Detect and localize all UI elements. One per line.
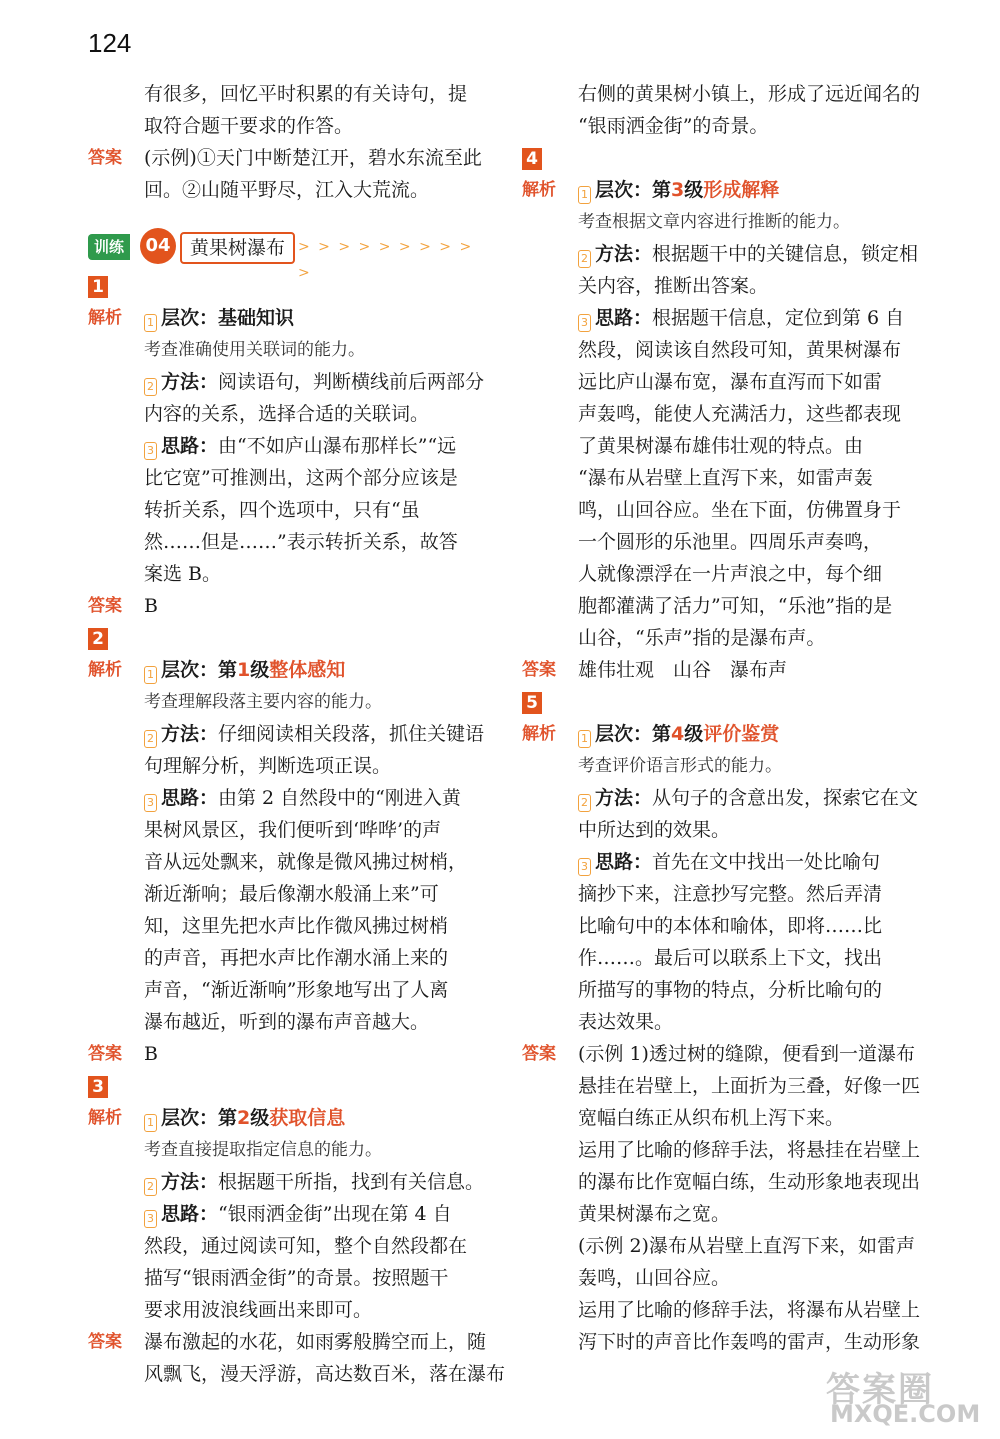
text-line: “银雨洒金街”的奇景。 — [578, 115, 769, 137]
text-line: 悬挂在岩壁上，上面折为三叠，好像一匹 — [578, 1075, 921, 1097]
answer-label: 答案 — [88, 148, 122, 168]
question-number: 1 — [88, 276, 108, 298]
answer-label: 答案 — [88, 596, 122, 616]
question-number: 2 — [88, 628, 108, 650]
text-line: 考查根据文章内容进行推断的能力。 — [578, 212, 850, 232]
text-line: 取符合题干要求的作答。 — [144, 115, 354, 137]
text-line: 鸣，山回谷应。坐在下面，仿佛置身于 — [578, 499, 902, 521]
text-line: 作……。最后可以联系上下文，找出 — [578, 947, 883, 969]
text-line: 山谷，“乐声”指的是瀑布声。 — [578, 627, 826, 649]
text-line: 黄果树瀑布之宽。 — [578, 1203, 731, 1225]
method-line: 2 方法：阅读语句，判断横线前后两部分 — [88, 366, 488, 398]
method-icon: 2 — [578, 794, 591, 812]
text-line: 泻下时的声音比作轰鸣的雷声，生动形象 — [578, 1331, 921, 1353]
text-line: 关内容，推断出答案。 — [578, 275, 769, 297]
text-line: 宽幅白练正从织布机上泻下来。 — [578, 1107, 845, 1129]
text-line: 转折关系，四个选项中，只有“虽 — [144, 499, 420, 521]
question-number: 4 — [522, 148, 542, 170]
question-number-row — [88, 1070, 488, 1102]
method-icon: 2 — [578, 250, 591, 268]
method-icon: 2 — [144, 1178, 157, 1196]
text-line: “瀑布从岩壁上直泻下来，如雷声轰 — [578, 467, 873, 489]
idea-line: 3 思路：由第 2 自然段中的“刚进入黄 — [88, 782, 488, 814]
text-line: 中所达到的效果。 — [578, 819, 731, 841]
idea-icon: 3 — [578, 314, 591, 332]
answer-label: 答案 — [522, 660, 556, 680]
answer-line: 答案 雄伟壮观 山谷 瀑布声 — [522, 654, 922, 686]
text-line: 运用了比喻的修辞手法，将瀑布从岩壁上 — [578, 1299, 921, 1321]
text-line: 考查理解段落主要内容的能力。 — [144, 692, 382, 712]
idea-icon: 3 — [144, 794, 157, 812]
text-line: 考查评价语言形式的能力。 — [578, 756, 782, 776]
idea-icon: 3 — [578, 858, 591, 876]
section-title: 黄果树瀑布 — [180, 232, 295, 264]
text-line: 声音，“渐近渐响”形象地写出了人离 — [144, 979, 449, 1001]
text-line: 果树风景区，我们便听到‘哗哗’的声 — [144, 819, 442, 841]
level-line: 解析 1 层次：第2级获取信息 — [88, 1102, 488, 1134]
text-line: 比喻句中的本体和喻体，即将……比 — [578, 915, 883, 937]
text-line: 比它宽”可推测出，这两个部分应该是 — [144, 467, 458, 489]
text-line: 表达效果。 — [578, 1011, 674, 1033]
answer-line: 答案 瀑布激起的水花，如雨雾般腾空而上，随 — [88, 1326, 488, 1358]
method-line: 2 方法：仔细阅读相关段落，抓住关键语 — [88, 718, 488, 750]
text-line: 然段，阅读该自然段可知，黄果树瀑布 — [578, 339, 902, 361]
text-line: 声轰鸣，能使人充满活力，这些都表现 — [578, 403, 902, 425]
answer-label: 答案 — [88, 1044, 122, 1064]
text-line: 句理解分析，判断选项正误。 — [144, 755, 392, 777]
level-line: 解析 1 层次：第3级形成解释 — [522, 174, 922, 206]
text-line: 要求用波浪线画出来即可。 — [144, 1299, 373, 1321]
text-line: 考查直接提取指定信息的能力。 — [144, 1140, 382, 1160]
level-icon: 1 — [144, 666, 157, 684]
text-line: 内容的关系，选择合适的关联词。 — [144, 403, 430, 425]
answer-line: 答案 B — [88, 1038, 488, 1070]
text-line: 音从远处飘来，就像是微风拂过树梢， — [144, 851, 468, 873]
analysis-label: 解析 — [88, 660, 122, 680]
question-number-row — [522, 142, 922, 174]
question-number-row — [88, 622, 488, 654]
text-line: (示例 2)瀑布从岩壁上直泻下来，如雷声 — [578, 1235, 915, 1257]
analysis-label: 解析 — [522, 724, 556, 744]
text-line: 摘抄下来，注意抄写完整。然后弄清 — [578, 883, 883, 905]
level-icon: 1 — [578, 730, 591, 748]
text-line: 描写“银雨洒金街”的奇景。按照题干 — [144, 1267, 449, 1289]
text-line: 然……但是……”表示转折关系，故答 — [144, 531, 458, 553]
text-line: 所描写的事物的特点，分析比喻句的 — [578, 979, 883, 1001]
text-line: 考查准确使用关联词的能力。 — [144, 340, 365, 360]
text-line: 瀑布越近，听到的瀑布声音越大。 — [144, 1011, 430, 1033]
analysis-label: 解析 — [88, 308, 122, 328]
text-line: 胞都灌满了活力”可知，“乐池”指的是 — [578, 595, 893, 617]
text-line: 的瀑布比作宽幅白练，生动形象地表现出 — [578, 1171, 921, 1193]
text-line: 回。②山随平野尽，江入大荒流。 — [144, 179, 430, 201]
text-line: 然段，通过阅读可知，整个自然段都在 — [144, 1235, 468, 1257]
text-line: 案选 B。 — [144, 563, 222, 585]
question-number: 5 — [522, 692, 542, 714]
text-line: 的声音，再把水声比作潮水涌上来的 — [144, 947, 449, 969]
text-line: 有很多，回忆平时积累的有关诗句，提 — [144, 83, 468, 105]
left-column — [88, 78, 506, 1390]
idea-icon: 3 — [144, 442, 157, 460]
idea-line: 3 思路：首先在文中找出一处比喻句 — [522, 846, 922, 878]
answer-label: 答案 — [88, 1332, 122, 1352]
level-line: 解析 1 层次：第1级整体感知 — [88, 654, 488, 686]
level-icon: 1 — [144, 1114, 157, 1132]
text-line: 人就像漂浮在一片声浪之中，每个细 — [578, 563, 883, 585]
question-number-row — [88, 270, 488, 302]
method-icon: 2 — [144, 378, 157, 396]
text-line: 渐近渐响；最后像潮水般涌上来”可 — [144, 883, 439, 905]
section-banner — [88, 226, 488, 281]
level-icon: 1 — [144, 314, 157, 332]
text-line: 右侧的黄果树小镇上，形成了远近闻名的 — [578, 83, 921, 105]
answer-line: 答案 (示例)①天门中断楚江开，碧水东流至此 — [88, 142, 488, 174]
page-number: 124 — [88, 28, 132, 58]
analysis-label: 解析 — [88, 1108, 122, 1128]
text-line: 远比庐山瀑布宽，瀑布直泻而下如雷 — [578, 371, 883, 393]
answer-line: 答案 (示例 1)透过树的缝隙，便看到一道瀑布 — [522, 1038, 922, 1070]
idea-line: 3 思路：根据题干信息，定位到第 6 自 — [522, 302, 922, 334]
idea-line: 3 思路：由“不如庐山瀑布那样长”“远 — [88, 430, 488, 462]
text-line: 轰鸣，山回谷应。 — [578, 1267, 731, 1289]
arrow-decoration: > > > > > > > > > > — [298, 239, 474, 281]
analysis-label: 解析 — [522, 180, 556, 200]
idea-icon: 3 — [144, 1210, 157, 1228]
method-line: 2 方法：根据题干所指，找到有关信息。 — [88, 1166, 488, 1198]
method-icon: 2 — [144, 730, 157, 748]
text-line: 风飘飞，漫天浮游，高达数百米，落在瀑布 — [144, 1363, 506, 1385]
text-line: 一个圆形的乐池里。四周乐声奏鸣， — [578, 531, 883, 553]
text-line: 知，这里先把水声比作微风拂过树梢 — [144, 915, 449, 937]
level-line: 解析 1 层次：基础知识 — [88, 302, 488, 334]
training-tag: 训练 — [88, 234, 130, 260]
idea-line: 3 思路：“银雨洒金街”出现在第 4 自 — [88, 1198, 488, 1230]
question-number-row — [522, 686, 922, 718]
training-number: 04 — [140, 228, 176, 264]
text-line: 了黄果树瀑布雄伟壮观的特点。由 — [578, 435, 864, 457]
answer-line: 答案 B — [88, 590, 488, 622]
level-icon: 1 — [578, 186, 591, 204]
watermark-logo: 答案圈 — [826, 1370, 934, 1410]
method-line: 2 方法：根据题干中的关键信息，锁定相 — [522, 238, 922, 270]
right-column — [522, 78, 922, 1358]
method-line: 2 方法：从句子的含意出发，探索它在文 — [522, 782, 922, 814]
level-line: 解析 1 层次：第4级评价鉴赏 — [522, 718, 922, 750]
question-number: 3 — [88, 1076, 108, 1098]
watermark-url: MXQE.COM — [830, 1400, 981, 1428]
text-line: 运用了比喻的修辞手法，将悬挂在岩壁上 — [578, 1139, 921, 1161]
answer-label: 答案 — [522, 1044, 556, 1064]
